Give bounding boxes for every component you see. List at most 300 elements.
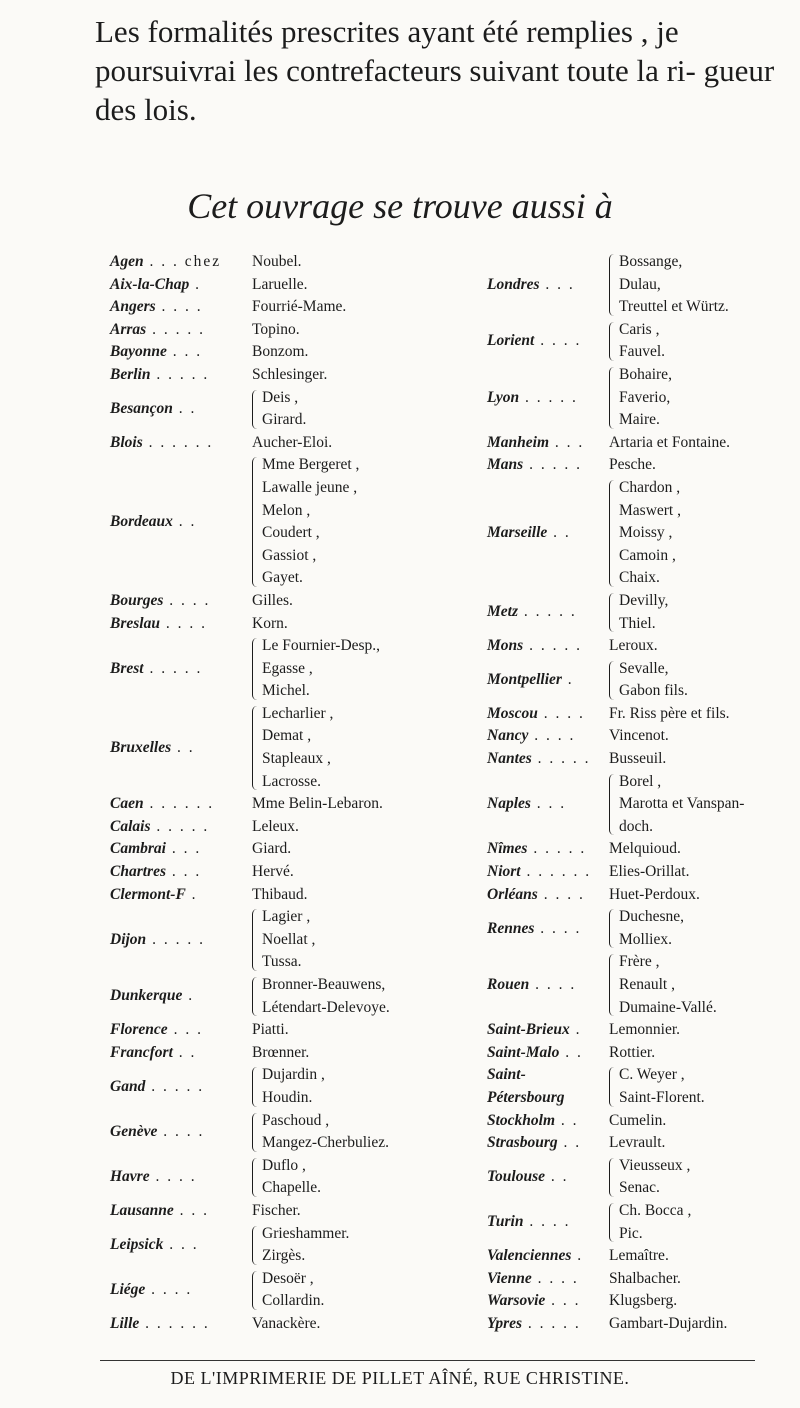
city-cell [110,1234,248,1257]
list-item [487,1290,800,1313]
city-name: Havre [110,1168,150,1186]
list-item [487,1042,800,1065]
leader-dots: . . [559,1043,583,1061]
bookseller-name: Lagier , [262,908,311,926]
city-cell [110,251,248,274]
list-item [487,635,800,658]
list-item [110,251,462,274]
bookseller-name: Melquioud. [609,840,681,858]
leader-dots: . . . . . [150,365,210,383]
city-name: Marseille [487,524,548,542]
list-item [487,748,800,771]
city-cell [110,658,248,681]
list-item [487,1268,800,1291]
city-cell [110,319,248,342]
city-name: Blois [110,433,143,451]
bookseller-name: Thibaud. [252,885,308,903]
city-cell [487,432,605,455]
bookseller-name: Dulau, [619,275,661,293]
bookseller-name: Camoin , [619,546,676,564]
city-name: Agen [110,253,144,270]
city-name: Chartres [110,863,166,881]
city-name: Bourges [110,591,164,609]
city-cell [487,748,605,771]
bookseller-name: Melon , [262,501,311,519]
leader-dots: . . . . . [519,388,578,406]
list-item [110,838,462,861]
leader-dots: . [561,670,574,688]
brace-mark [609,774,614,836]
bookseller-name: Demat , [262,727,312,745]
city-name: Liége [110,1281,146,1299]
city-name: Bruxelles [110,738,172,756]
bookseller-name: Senac. [619,1179,660,1197]
bookseller-name: Bronner-Beauwens, [262,976,386,993]
list-item [487,725,800,748]
city-name: Lausanne [110,1201,174,1219]
list-item [487,771,800,839]
bookseller-name: Moissy , [619,524,673,542]
list-item [110,1110,462,1155]
bookseller-name: Cumelin. [609,1111,667,1129]
leader-dots: . . . . [163,591,211,609]
city-name: Dunkerque [110,987,183,1005]
leader-dots: . . . . [537,704,585,722]
list-item [487,1155,800,1200]
brace-mark [252,457,257,587]
bookseller-name: Paschoud , [262,1111,330,1129]
brace-mark [252,909,257,971]
left-column [110,251,462,1336]
bookseller-name: Gassiot , [262,546,317,564]
city-name: Aix-la-Chap [110,275,190,293]
bookseller-name: Tussa. [262,953,302,971]
leader-dots: . . [557,1134,582,1152]
bookseller-name: Leleux. [252,817,299,835]
list-item [110,296,462,319]
brace-mark [252,1226,257,1265]
city-cell [487,1313,605,1336]
city-name: Nancy [487,727,529,745]
city-cell [487,522,605,545]
city-cell [110,1076,248,1099]
list-item [487,906,800,951]
bookseller-name: Dumaine-Vallé. [619,998,717,1016]
city-name: Ypres [487,1314,523,1332]
bookseller-name: Bossange, [619,253,683,270]
list-item [487,319,800,364]
brace-mark [252,1158,257,1197]
city-cell [110,838,248,861]
city-name: Orléans [487,885,538,903]
bookseller-name: Faverio, [619,388,671,406]
bookseller-name: Korn. [252,614,288,632]
bookseller-name: Chapelle. [262,1179,321,1197]
brace-mark [609,954,614,1016]
bookseller-name: Coudert , [262,524,320,542]
bookseller-name: Renault , [619,976,675,993]
leader-dots: . . . . . [146,320,205,338]
list-item [487,1132,800,1155]
leader-dots: . [185,885,198,903]
leader-dots: . . . [539,275,575,293]
city-name: Lille [110,1314,140,1332]
city-cell [110,590,248,613]
city-name: Manheim [487,433,550,451]
city-name: Francfort [110,1043,173,1061]
bookseller-name: Huet-Perdoux. [609,885,700,903]
city-name: Strasbourg [487,1134,558,1152]
bookseller-name: Schlesinger. [252,365,328,383]
city-cell [110,884,248,907]
city-name: Rouen [487,976,530,993]
bookseller-name: Hervé. [252,863,294,881]
bookseller-name: Mme Bergeret , [262,456,360,474]
city-name: Warsovie [487,1292,546,1310]
city-cell [110,1042,248,1065]
brace-mark [252,1271,257,1310]
leader-dots: . . . . [537,885,585,903]
city-name: Rennes [487,919,535,937]
city-name: Saint- Pétersbourg [487,1066,565,1106]
bookseller-name: Grieshammer. [262,1224,350,1242]
city-cell [487,1019,605,1042]
leader-dots: . . . . . [527,840,587,858]
brace-mark [252,1113,257,1152]
city-cell [487,601,605,624]
brace-mark [609,593,614,632]
leader-dots: . . . . . [146,930,205,948]
city-cell [487,1042,605,1065]
city-cell [487,669,605,692]
city-cell [487,861,605,884]
city-name: Leipsick [110,1235,164,1253]
bookseller-name: Aucher-Eloi. [252,433,333,451]
city-cell [110,816,248,839]
leader-dots: . . . [173,1201,209,1219]
leader-dots: . . . [549,433,585,451]
brace-mark [609,254,614,316]
bookseller-name: Lemonnier. [609,1021,681,1039]
list-item [110,974,462,1019]
list-item [487,1200,800,1245]
leader-dots: . . . . . [518,603,577,621]
bookseller-name: Mangez-Cherbuliez. [262,1134,389,1152]
bookseller-name: Lawalle jeune , [262,478,358,496]
leader-dots: . . . . . [523,637,582,655]
city-cell [487,387,605,410]
city-cell [110,793,248,816]
city-cell [487,1064,605,1109]
leader-dots: . . . . . . [520,863,592,881]
list-item [110,590,462,613]
list-item [110,454,462,590]
city-cell [110,613,248,636]
leader-dots: . . . . [531,1269,579,1287]
city-name: Cambrai [110,840,166,858]
leader-dots: . . . . [529,976,577,993]
bookseller-name: Duflo , [262,1156,306,1174]
city-cell [110,861,248,884]
bookseller-name: Létendart-Delevoye. [262,998,390,1016]
city-name: Vienne [487,1269,532,1287]
list-item [110,432,462,455]
leader-dots: . . . [163,1235,199,1253]
leader-dots: . . . . . [143,659,203,677]
bookseller-name: Girard. [262,411,307,429]
city-name: Toulouse [487,1168,546,1186]
intro-paragraph: Les formalités prescrites ayant été remplies , je poursuivrai les contrefacteurs suivant toute la ri- gueur des lois. [95,14,775,127]
bookseller-name: Klugsberg. [609,1292,678,1310]
city-name: Saint-Brieux [487,1021,570,1039]
list-item [487,1064,800,1109]
leader-dots: . . . . . [523,456,582,474]
brace-mark [609,909,614,948]
leader-dots: . . . . . [522,1314,581,1332]
list-item [487,432,800,455]
list-item [110,906,462,974]
city-name: Turin [487,1213,524,1231]
bookseller-name: Gayet. [262,569,303,587]
bookseller-name: Desoër , [262,1269,314,1287]
bookseller-name: Piatti. [252,1021,289,1039]
bookseller-name: Ch. Bocca , [619,1201,692,1219]
list-item [487,364,800,432]
bookseller-name: Lemaître. [609,1247,669,1265]
list-item [110,861,462,884]
bookseller-name: Le Fournier-Desp., [262,637,381,655]
bookseller-name: C. Weyer , [619,1066,685,1084]
city-cell [487,1211,605,1234]
city-cell [110,274,248,297]
leader-dots: . . . . [523,1213,571,1231]
bookseller-name: Zirgès. [262,1247,306,1265]
brace-mark [609,367,614,429]
city-name: Genève [110,1122,158,1140]
city-name: Valenciennes [487,1247,572,1265]
city-name: Angers [110,298,156,316]
leader-dots: . [569,1021,582,1039]
bookseller-name: Giard. [252,840,292,858]
bookseller-name: doch. [619,817,654,835]
city-cell [487,1110,605,1133]
city-cell [487,454,605,477]
city-cell [487,330,605,353]
city-name: Lyon [487,388,520,406]
city-name: Metz [487,603,518,621]
bookseller-name: Gambart-Dujardin. [609,1314,728,1332]
leader-dots: . [571,1247,584,1265]
leader-dots: . . . . [149,1168,197,1186]
list-item [487,1245,800,1268]
brace-mark [252,390,257,429]
bookseller-name: Borel , [619,772,662,790]
city-name: Dijon [110,930,147,948]
list-item [487,884,800,907]
list-item [110,703,462,793]
bookseller-name: Thiel. [619,614,656,632]
bookseller-name: Pesche. [609,456,656,474]
city-cell [487,635,605,658]
city-cell [110,398,248,421]
list-item [110,1200,462,1223]
brace-mark [252,977,257,1016]
city-cell [110,511,248,534]
city-cell [487,1290,605,1313]
leader-dots: . . . . [534,332,582,350]
list-item [110,816,462,839]
city-name: Niort [487,863,521,881]
brace-mark [609,1067,614,1106]
brace-mark [609,661,614,700]
city-name: Florence [110,1021,168,1039]
bookseller-name: Caris , [619,320,660,338]
list-item [487,251,800,319]
city-name: Nîmes [487,840,528,858]
bookseller-name: Collardin. [262,1292,325,1310]
city-name: Arras [110,320,147,338]
bookseller-name: Gabon fils. [619,682,688,700]
city-name: Moscou [487,704,538,722]
leader-dots: . . . chez [143,253,222,270]
city-cell [110,1279,248,1302]
bookseller-name: Bohaire, [619,365,672,383]
city-name: Breslau [110,614,160,632]
leader-dots: . . . [166,863,202,881]
bookseller-name: Vieusseux , [619,1156,691,1174]
city-cell [487,1166,605,1189]
bookseller-name: Gilles. [252,591,293,609]
bookseller-name: Bonzom. [252,343,309,361]
city-cell [110,985,248,1008]
bookseller-name: Leroux. [609,637,658,655]
city-cell [110,341,248,364]
bookseller-name: Fr. Riss père et fils. [609,704,730,722]
printer-footer: DE L'IMPRIMERIE DE PILLET AÎNÉ, RUE CHRISTINE. [170,1368,630,1388]
bookseller-name: Sevalle, [619,659,669,677]
right-column [487,251,800,1336]
brace-mark [609,480,614,587]
list-item [110,1064,462,1109]
city-cell [110,432,248,455]
city-cell [110,1019,248,1042]
list-item [110,635,462,703]
leader-dots: . . . . . . [142,433,214,451]
bookseller-name: Michel. [262,682,310,700]
leader-dots: . . . . . [150,817,210,835]
city-name: Caen [110,795,144,813]
bookseller-name: Rottier. [609,1043,656,1061]
bookseller-name: Vincenot. [609,727,669,745]
list-item [487,838,800,861]
leader-dots: . . [545,1168,569,1186]
bookseller-name: Shalbacher. [609,1269,681,1287]
bookseller-name: Treuttel et Würtz. [619,298,729,316]
leader-dots: . . [171,738,195,756]
list-item [110,1313,462,1336]
city-name: Mons [487,637,524,655]
city-name: Montpellier [487,670,562,688]
list-item [487,703,800,726]
leader-dots: . . . . [145,1281,193,1299]
bookseller-name: Noellat , [262,930,316,948]
bookseller-name: Maire. [619,411,660,429]
leader-dots: . . [555,1111,579,1129]
city-cell [487,1268,605,1291]
city-name: Brest [110,659,144,677]
leader-dots: . . . [166,343,203,361]
list-item [110,319,462,342]
leader-dots: . . . . . . [143,795,215,813]
city-cell [487,703,605,726]
city-name: Besançon [110,399,173,417]
leader-dots: . . [547,524,571,542]
city-cell [487,274,605,297]
list-item [110,364,462,387]
city-cell [110,1121,248,1144]
leader-dots: . [189,275,201,293]
bookseller-name: Duchesne, [619,908,684,926]
list-item [110,387,462,432]
brace-mark [252,706,257,790]
city-cell [110,737,248,760]
bookseller-name: Lacrosse. [262,772,321,790]
bookseller-name: Frère , [619,953,660,971]
leader-dots: . [182,987,195,1005]
bookseller-name: Elies-Orillat. [609,863,690,881]
leader-dots: . . . . . [531,750,591,768]
list-item [487,477,800,590]
city-name: Clermont-F [110,885,186,903]
bookseller-name: Chaix. [619,569,660,587]
leader-dots: . . . . [528,727,576,745]
list-item [110,1042,462,1065]
city-cell [110,1313,248,1336]
leader-dots: . . . [165,840,202,858]
bookseller-name: Chardon , [619,478,681,496]
city-cell [110,1166,248,1189]
brace-mark [609,322,614,361]
city-name: Bordeaux [110,512,173,530]
city-name: Lorient [487,332,535,350]
section-heading: Cet ouvrage se trouve aussi à [187,186,613,226]
brace-mark [252,638,257,700]
list-item [487,590,800,635]
bookseller-name: Brœnner. [252,1043,310,1061]
bookseller-name: Dujardin , [262,1066,325,1084]
city-name: Londres [487,275,540,293]
leader-dots: . . [172,1043,197,1061]
footer-divider [100,1360,755,1361]
bookseller-name: Marotta et Vanspan- [619,795,745,813]
city-name: Nantes [487,750,532,768]
bookseller-name: Lecharlier , [262,704,334,722]
city-name: Stockholm [487,1111,556,1129]
bookseller-name: Houdin. [262,1088,313,1106]
leader-dots: . . . [545,1292,581,1310]
bookseller-name: Molliex. [619,930,672,948]
list-item [110,1223,462,1268]
bookseller-name: Deis , [262,388,299,406]
leader-dots: . . . . [155,298,203,316]
bookseller-name: Devilly, [619,591,669,609]
list-item [487,454,800,477]
brace-mark [609,1203,614,1242]
list-item [487,1019,800,1042]
bookseller-name: Fischer. [252,1201,301,1219]
city-name: Gand [110,1077,146,1095]
city-cell [487,1132,605,1155]
